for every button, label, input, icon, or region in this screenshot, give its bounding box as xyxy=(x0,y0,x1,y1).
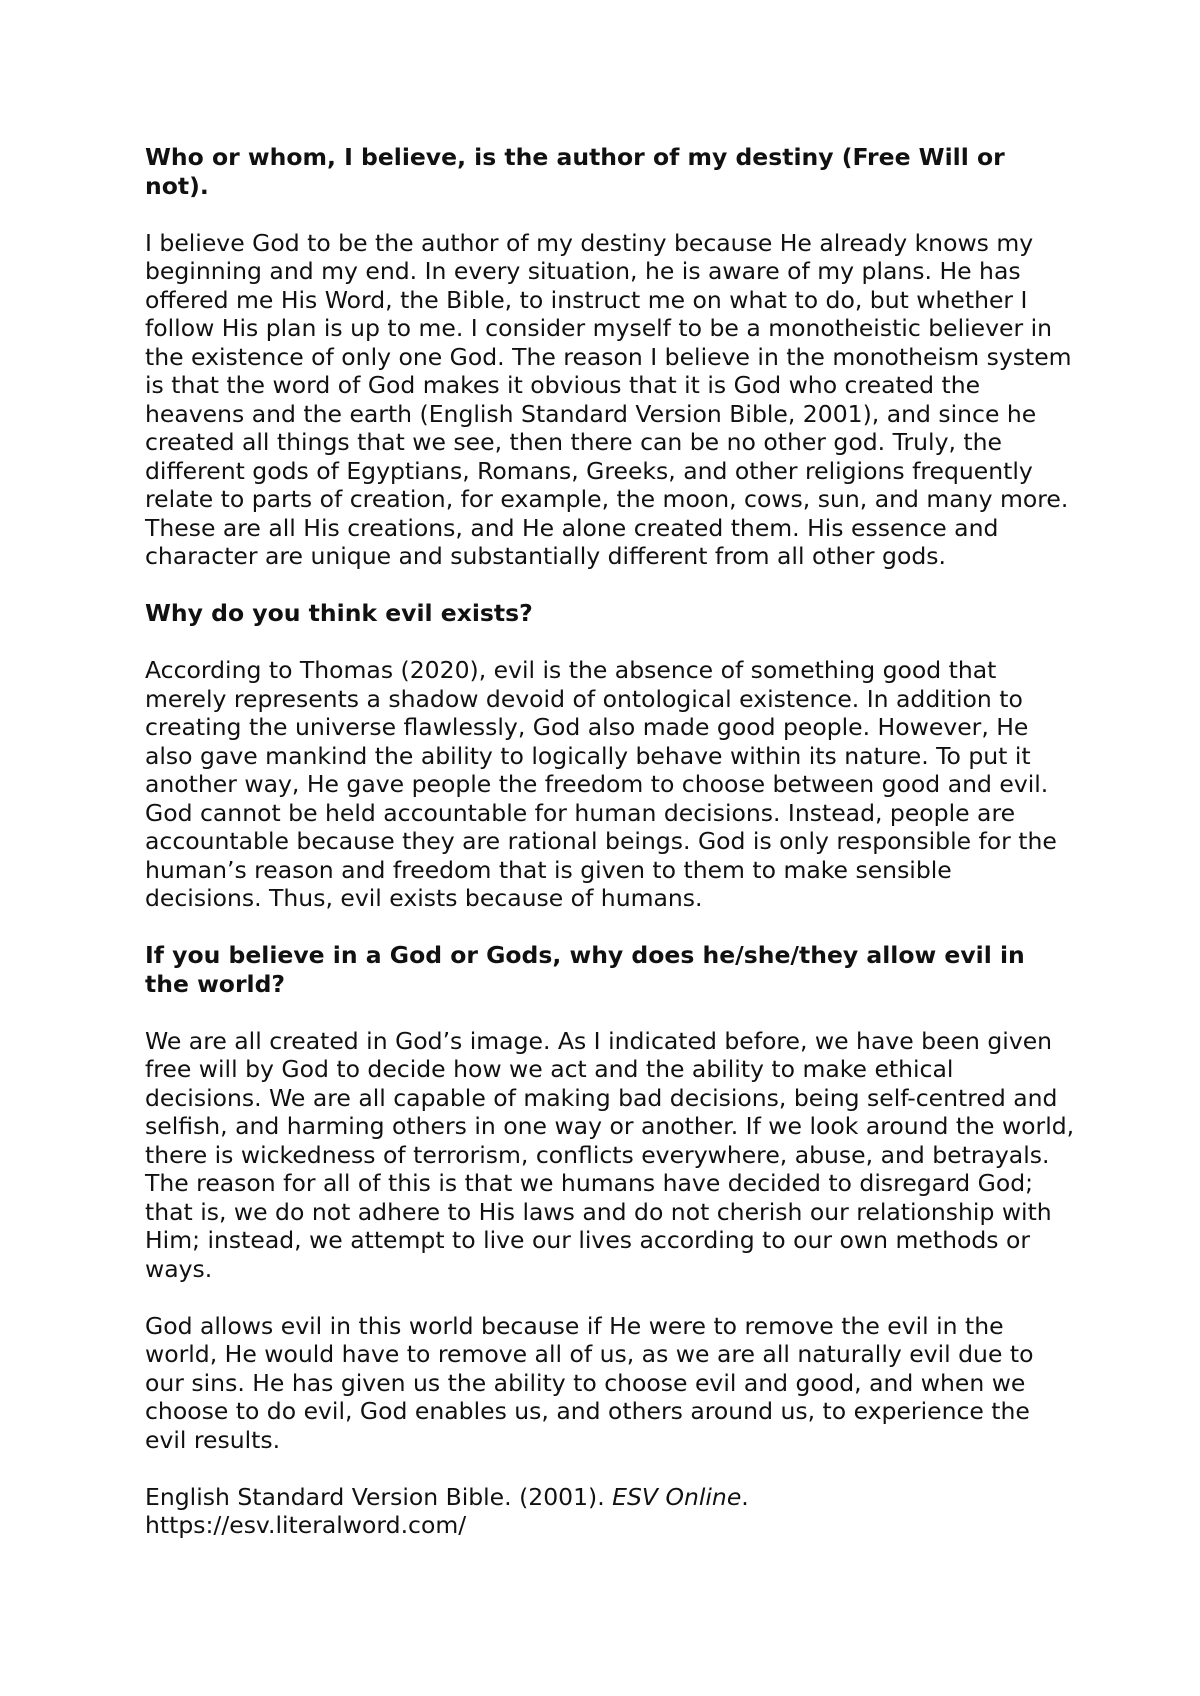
section-heading: If you believe in a God or Gods, why does he/she/they allow evil in the world? xyxy=(145,941,1025,998)
body-paragraph: I believe God to be the author of my destiny because He already knows my beginning and my end. In every situation, he is aware of my plans. He has offered me His Word, the Bible, to instruct me on what to do, but whether I follow His plan is up to me. I consider myself to be a monotheistic believer in the existence of only one God. The reason I believe in the monotheism system is that the word of God makes it obvious that it is God who created the heavens and the earth (English Standard Version Bible, 2001), and since he created all things that we see, then there can be no other god. Truly, the different gods of Egyptians, Romans, Greeks, and other religions frequently relate to parts of creation, for example, the moon, cows, sun, and many more. These are all His creations, and He alone created them. His essence and character are unique and substantially different from all other gods. xyxy=(145,228,1072,570)
reference-after-title: . xyxy=(741,1482,749,1511)
document-body xyxy=(145,143,1075,1540)
section-heading: Who or whom, I believe, is the author of my destiny (Free Will or not). xyxy=(145,143,1005,200)
section-why-evil-exists xyxy=(145,599,1075,913)
body-paragraph: According to Thomas (2020), evil is the absence of something good that merely represents a shadow devoid of ontological existence. In addition to creating the universe flawlessly, God also made good people. However, He also gave mankind the ability to logically behave within its nature. To put it another way, He gave people the freedom to choose between good and evil. God cannot be held accountable for human decisions. Instead, people are accountable because they are rational beings. God is only responsible for the human’s reason and freedom that is given to them to make sensible decisions. Thus, evil exists because of humans. xyxy=(145,656,1057,912)
body-paragraph: We are all created in God’s image. As I indicated before, we have been given free will by God to decide how we act and the ability to make ethical decisions. We are all capable of making bad decisions, being self-centred and selfish, and harming others in one way or another. If we look around the world, there is wickedness of terrorism, conflicts everywhere, abuse, and betrayals. The reason for all of this is that we humans have decided to disregard God; that is, we do not adhere to His laws and do not cherish our relationship with Him; instead, we attempt to live our lives according to our own methods or ways. xyxy=(145,1026,1075,1283)
body-paragraph: God allows evil in this world because if He were to remove the evil in the world, He would have to remove all of us, as we are all naturally evil due to our sins. He has given us the ability to choose evil and good, and when we choose to do evil, God enables us, and others around us, to experience the evil results. xyxy=(145,1311,1034,1454)
reference-lead: English Standard Version Bible. (2001). xyxy=(145,1482,613,1511)
section-heading: Why do you think evil exists? xyxy=(145,599,533,627)
reference-title: ESV Online xyxy=(612,1482,742,1511)
section-author-of-destiny xyxy=(145,143,1075,571)
section-why-god-allows-evil xyxy=(145,941,1075,1454)
reference-url: https://esv.literalword.com/ xyxy=(145,1511,467,1539)
reference-entry xyxy=(145,1483,1075,1540)
